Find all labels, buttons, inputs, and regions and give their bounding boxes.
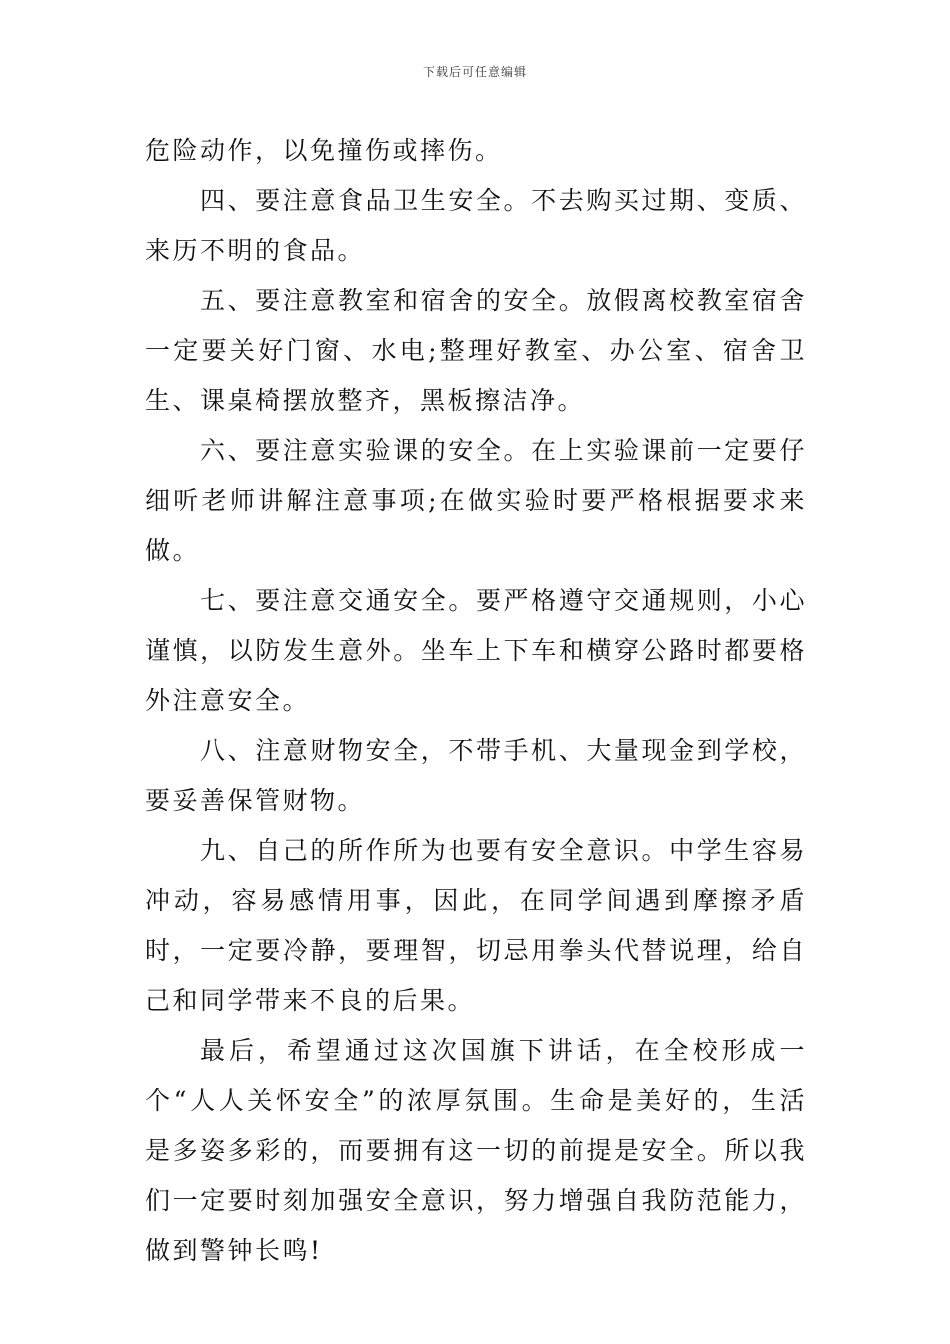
page-header: 下载后可任意编辑	[422, 65, 527, 79]
paragraph-item-4: 四、要注意食品卫生安全。不去购买过期、变质、来历不明的食品。	[145, 186, 807, 265]
paragraph-item-8: 八、注意财物安全，不带手机、大量现金到学校，要妥善保管财物。	[145, 736, 807, 815]
paragraph-continuation: 危险动作，以免撞伤或摔伤。	[145, 136, 503, 165]
paragraph-item-5: 五、要注意教室和宿舍的安全。放假离校教室宿舍一定要关好门窗、水电;整理好教室、办公室、宿舍卫生、课桌椅摆放整齐，黑板擦洁净。	[145, 286, 807, 415]
paragraph-item-9: 九、自己的所作所为也要有安全意识。中学生容易冲动，容易感情用事，因此，在同学间遇到摩擦矛盾时，一定要冷静，要理智，切忌用拳头代替说理，给自己和同学带来不良的后果。	[145, 836, 807, 1015]
paragraph-conclusion: 最后，希望通过这次国旗下讲话，在全校形成一个“人人关怀安全”的浓厚氛围。生命是美好的，生活是多姿多彩的，而要拥有这一切的前提是安全。所以我们一定要时刻加强安全意识，努力增强自我防范能力，做到警钟长鸣!	[145, 1036, 807, 1265]
paragraph-item-6: 六、要注意实验课的安全。在上实验课前一定要仔细听老师讲解注意事项;在做实验时要严格根据要求来做。	[145, 436, 807, 565]
paragraph-item-7: 七、要注意交通安全。要严格遵守交通规则，小心谨慎，以防发生意外。坐车上下车和横穿公路时都要格外注意安全。	[145, 586, 807, 715]
document-body	[145, 126, 807, 1276]
